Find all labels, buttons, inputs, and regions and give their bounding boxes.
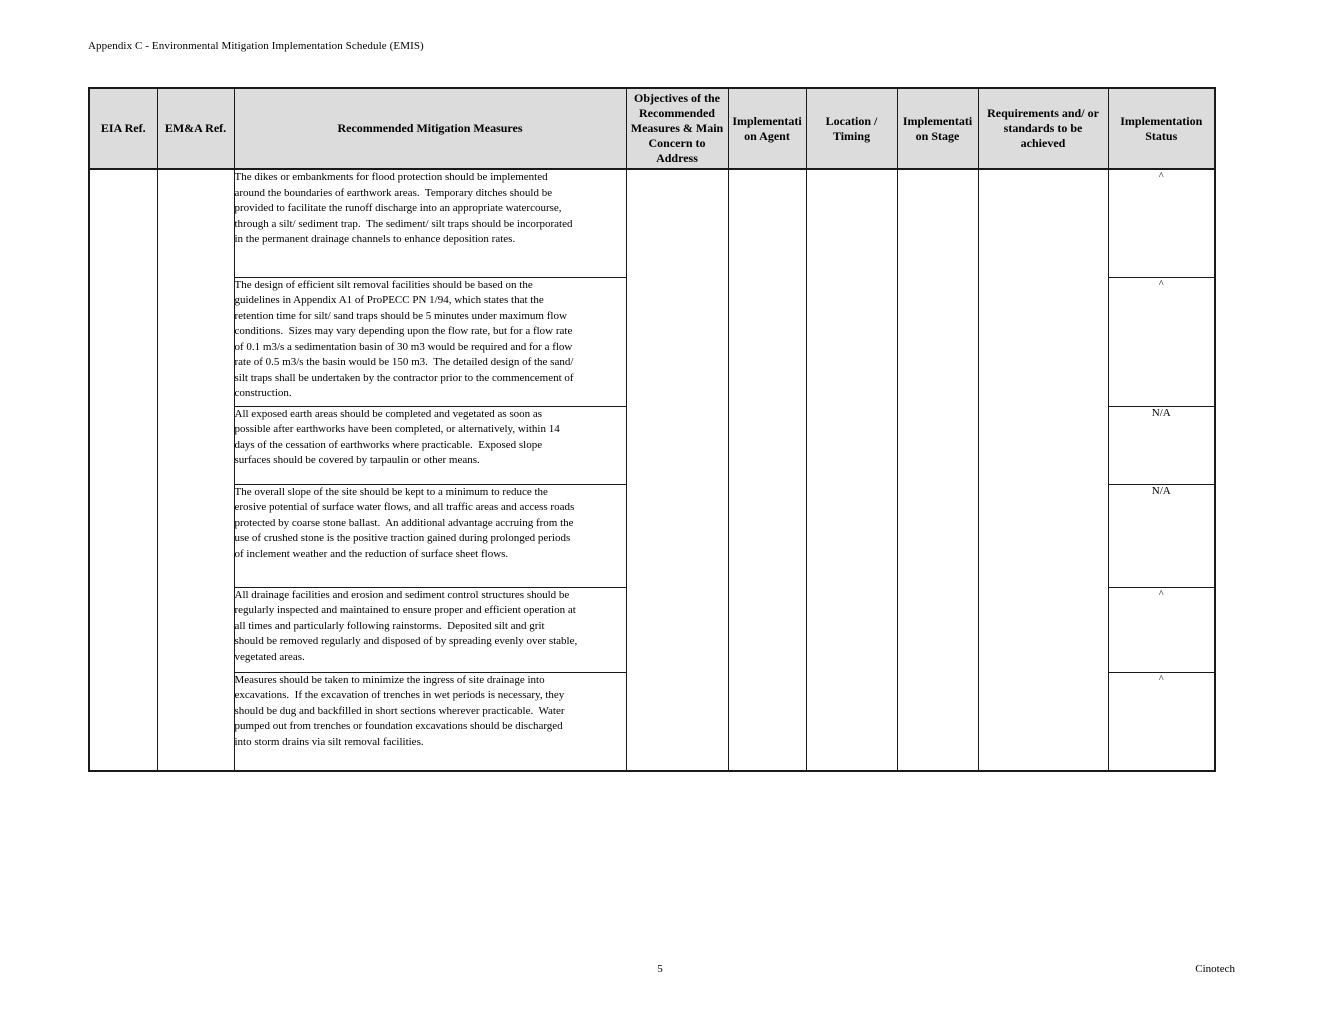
header-implementation-agent: Implementati on Agent	[728, 88, 806, 169]
measure-cell-row3: All exposed earth areas should be completed and vegetated as soon as possible after earthworks have been completed, or alternatively, within 14 days of the cessation of earthworks where practicable. Exposed slope surfaces should be covered by tarpaulin or other means.	[234, 406, 626, 484]
header-implementation-stage: Implementati on Stage	[897, 88, 978, 169]
header-eia-ref: EIA Ref.	[89, 88, 157, 169]
measure-cell-row4: The overall slope of the site should be kept to a minimum to reduce the erosive potential of surface water flows, and all traffic areas and access roads protected by coarse stone ballast. An additional advantage accruing from the use of crushed stone is the positive traction gained during prolonged periods of inclement weather and the reduction of surface sheet flows.	[234, 484, 626, 587]
ema-ref-column-cell	[157, 169, 234, 771]
header-recommended-mitigation-measures: Recommended Mitigation Measures	[234, 88, 626, 169]
header-requirements-standards: Requirements and/ or standards to be achieved	[978, 88, 1108, 169]
page-title: Appendix C - Environmental Mitigation Implementation Schedule (EMIS)	[88, 40, 424, 52]
header-location-timing: Location / Timing	[806, 88, 897, 169]
status-cell-row1: ^	[1108, 169, 1215, 277]
implementation-agent-column-cell	[728, 169, 806, 771]
implementation-stage-column-cell	[897, 169, 978, 771]
measure-cell-row1: The dikes or embankments for flood protection should be implemented around the boundaries of earthwork areas. Temporary ditches should be provided to facilitate the runoff discharge into an appropriate watercourse, through a silt/ sediment trap. The sediment/ silt traps should be incorporated in the permanent drainage channels to enhance deposition rates.	[234, 169, 626, 277]
eia-ref-column-cell	[89, 169, 157, 771]
status-cell-row2: ^	[1108, 277, 1215, 406]
measure-cell-row2: The design of efficient silt removal facilities should be based on the guidelines in Appendix A1 of ProPECC PN 1/94, which states that the retention time for silt/ sand traps should be 5 minutes under maximum flow conditions. Sizes may vary depending upon the flow rate, but for a flow rate of 0.1 m3/s a sedimentation basin of 30 m3 would be required and for a flow rate of 0.5 m3/s the basin would be 150 m3. The detailed design of the sand/ silt traps shall be undertaken by the contractor prior to the commencement of construction.	[234, 277, 626, 406]
table-header-row	[89, 88, 1215, 169]
status-cell-row5: ^	[1108, 587, 1215, 672]
location-timing-column-cell	[806, 169, 897, 771]
measure-cell-row6: Measures should be taken to minimize the ingress of site drainage into excavations. If the excavation of trenches in wet periods is necessary, they should be dug and backfilled in short sections wherever practicable. Water pumped out from trenches or foundation excavations should be discharged into storm drains via silt removal facilities.	[234, 672, 626, 771]
header-ema-ref: EM&A Ref.	[157, 88, 234, 169]
status-cell-row4: N/A	[1108, 484, 1215, 587]
measure-cell-row5: All drainage facilities and erosion and sediment control structures should be regularly inspected and maintained to ensure proper and efficient operation at all times and particularly following rainstorms. Deposited silt and grit should be removed regularly and disposed of by spreading evenly over stable, vegetated areas.	[234, 587, 626, 672]
footer-company-name: Cinotech	[1195, 963, 1235, 975]
status-cell-row6: ^	[1108, 672, 1215, 771]
page-number: 5	[657, 963, 663, 975]
requirements-column-cell	[978, 169, 1108, 771]
emis-table	[88, 87, 1216, 772]
table-row	[89, 169, 1215, 277]
objectives-column-cell	[626, 169, 728, 771]
header-objectives: Objectives of the Recommended Measures & Main Concern to Address	[626, 88, 728, 169]
status-cell-row3: N/A	[1108, 406, 1215, 484]
header-implementation-status: Implementation Status	[1108, 88, 1215, 169]
